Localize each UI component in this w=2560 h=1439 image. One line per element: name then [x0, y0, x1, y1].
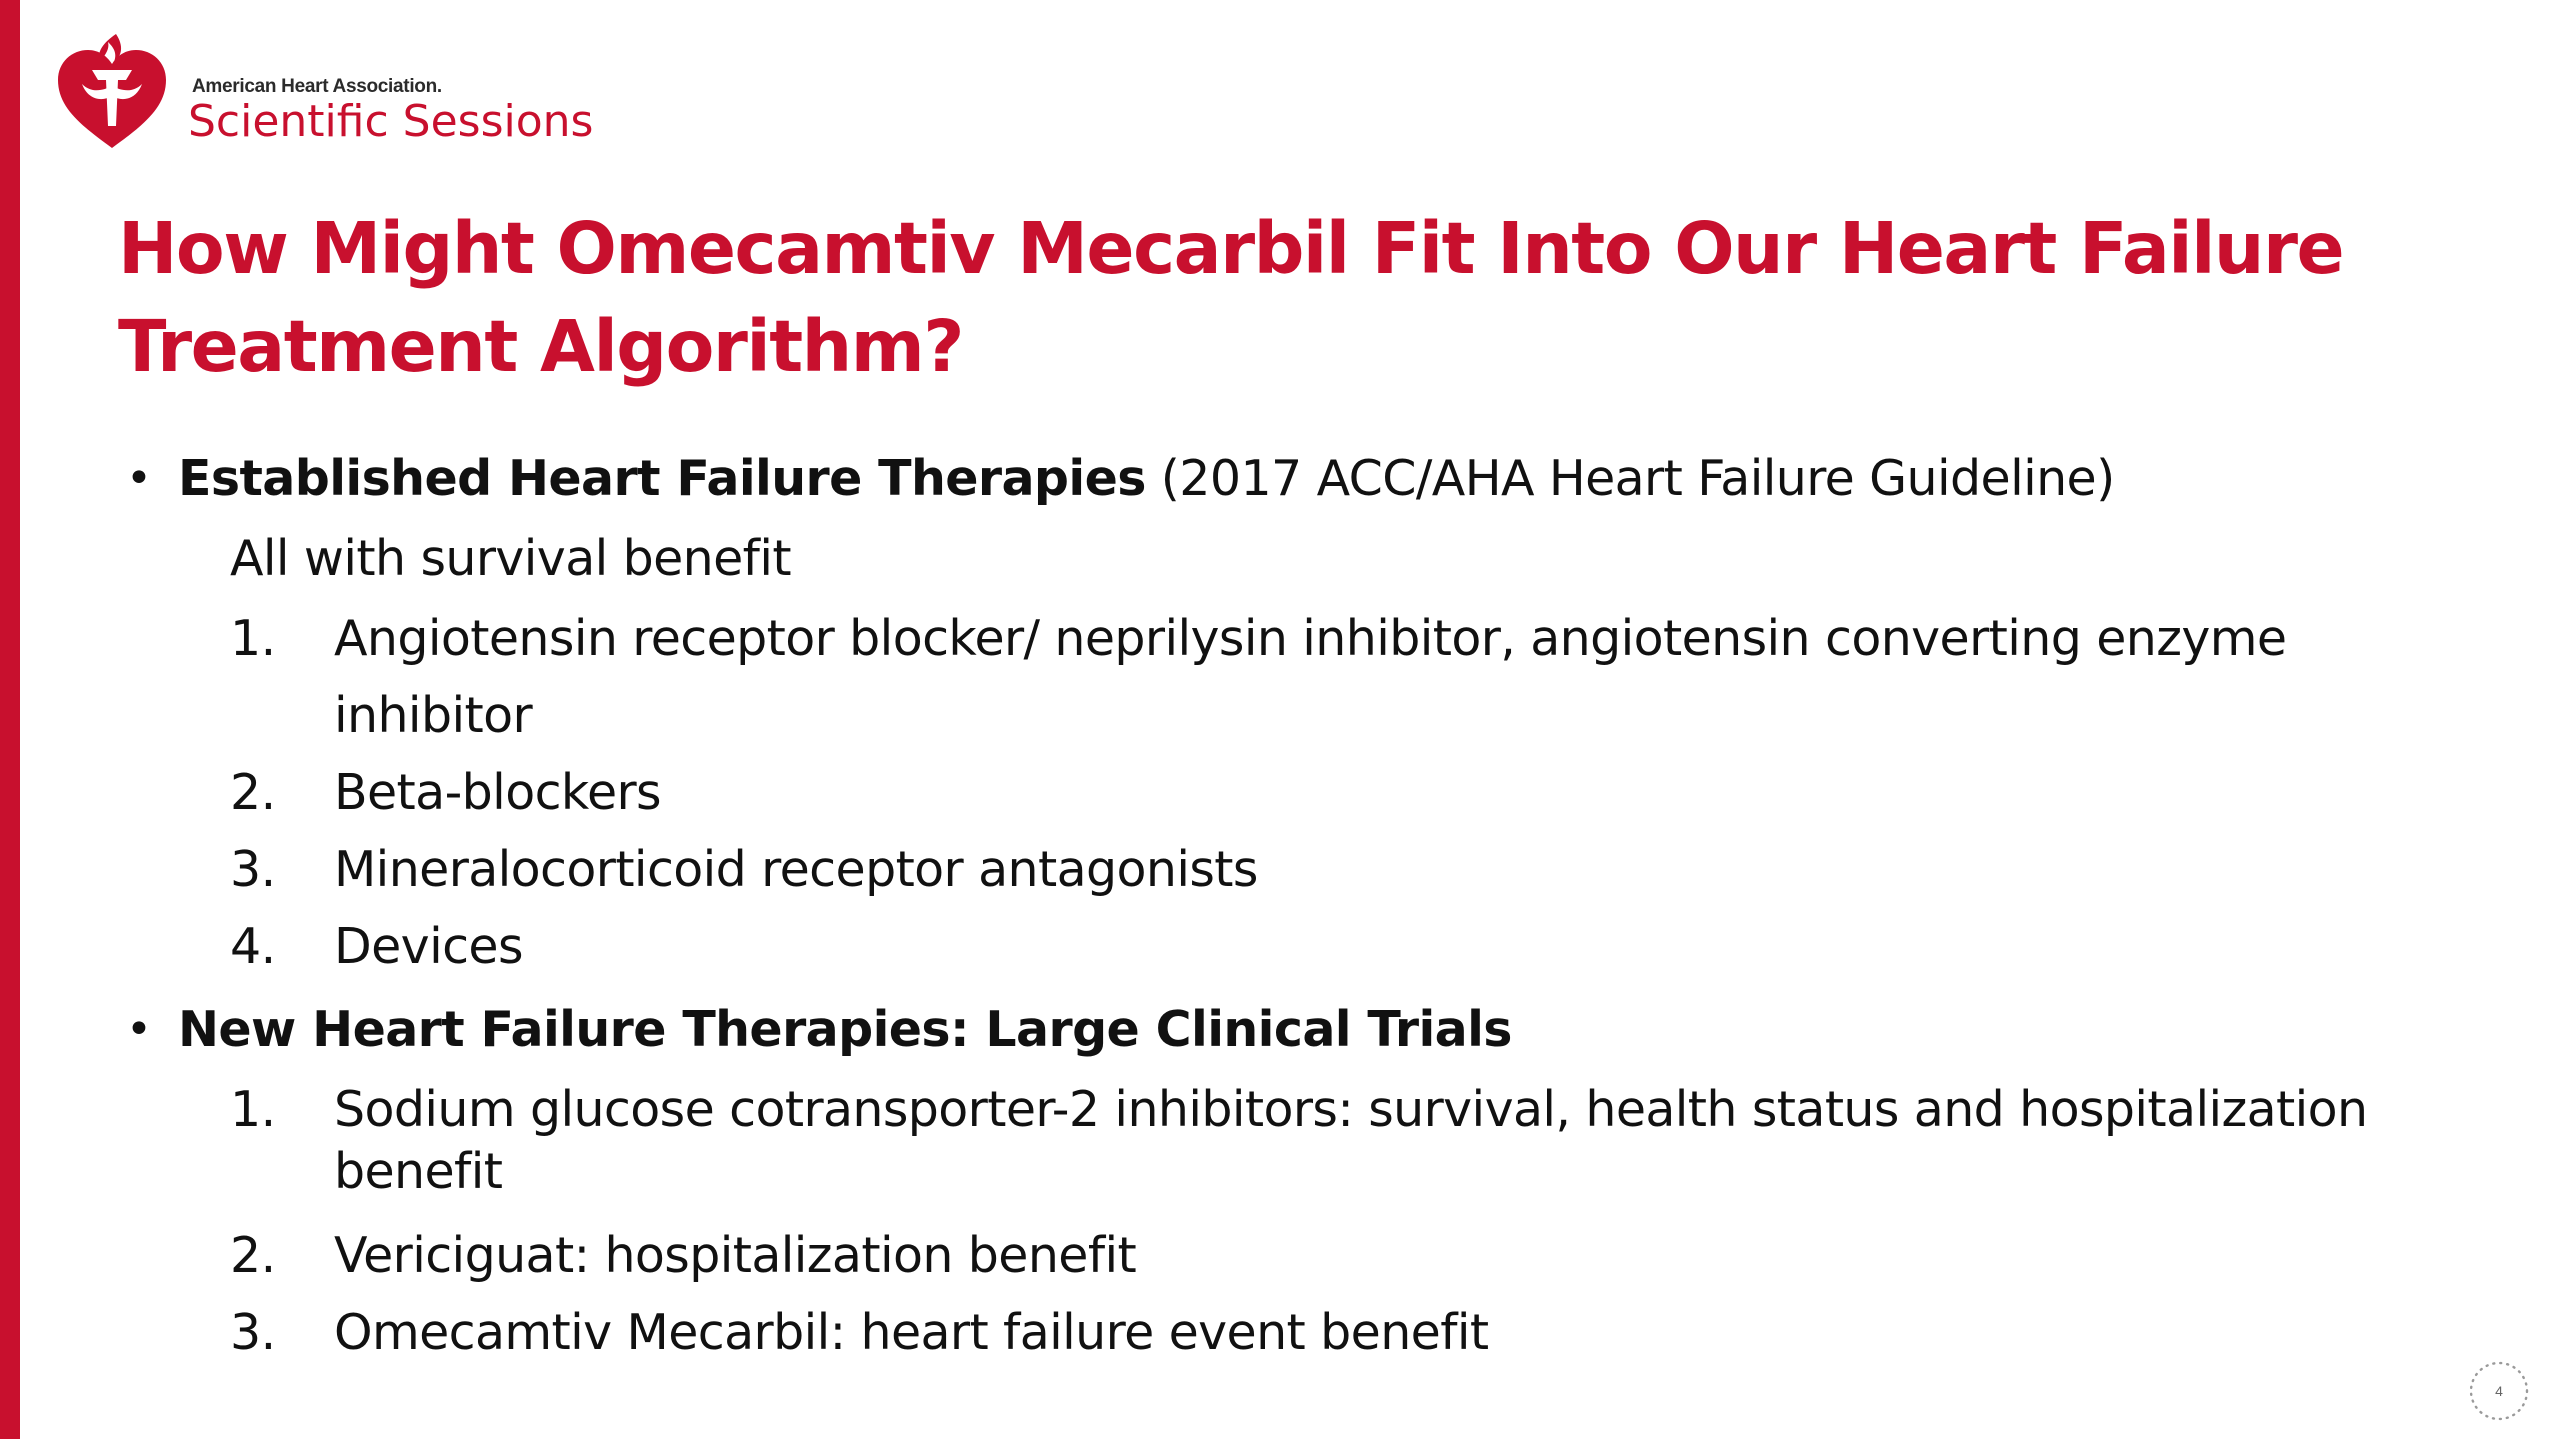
list-item-text: Vericiguat: hospitalization benefit: [334, 1227, 1137, 1284]
page-number-badge: [2466, 1358, 2532, 1424]
list-item-number: 2.: [230, 764, 276, 821]
list-item-number: 4.: [230, 918, 276, 975]
section-subnote: All with survival benefit: [230, 530, 791, 587]
heart-torch-icon: [52, 30, 172, 154]
list-item-number: 2.: [230, 1227, 276, 1284]
list-item: [118, 1294, 2498, 1371]
list-item-text: Beta-blockers: [334, 764, 661, 821]
list-item: [118, 600, 2498, 754]
slide-title: How Might Omecamtiv Mecarbil Fit Into Our Heart Failure Treatment Algorithm?: [118, 207, 2344, 388]
list-item: [118, 908, 2498, 985]
list-item: [118, 1069, 2498, 1217]
list-item-text: Sodium glucose cotransporter-2 inhibitors: survival, health status and hospitalization benefit: [334, 1081, 2368, 1200]
bullet-icon: •: [126, 1004, 152, 1055]
bullet-icon: •: [126, 453, 152, 504]
logo-event-name: Scientific Sessions: [188, 96, 594, 147]
list-item: [118, 831, 2498, 908]
list-item-text: Mineralocorticoid receptor antagonists: [334, 841, 1258, 898]
list-item-number: 3.: [230, 1304, 276, 1361]
list-item-number: 3.: [230, 841, 276, 898]
established-list: [118, 600, 2498, 985]
slide-content: [118, 440, 2498, 1371]
page-number: 4: [2495, 1383, 2503, 1399]
aha-logo: [52, 30, 672, 160]
list-item-number: 1.: [230, 1081, 276, 1138]
list-item: [118, 1217, 2498, 1294]
list-item-number: 1.: [230, 610, 276, 667]
list-item: [118, 754, 2498, 831]
section-heading-note: (2017 ACC/AHA Heart Failure Guideline): [1145, 450, 2115, 507]
list-item-text: Angiotensin receptor blocker/ neprilysin inhibitor, angiotensin converting enzyme inhibitor: [334, 610, 2287, 744]
section-heading: New Heart Failure Therapies: Large Clinical Trials: [178, 1001, 1512, 1058]
left-accent-bar: [0, 0, 20, 1439]
list-item-text: Devices: [334, 918, 523, 975]
new-therapies-list: [118, 1069, 2498, 1371]
section-established: [118, 440, 2498, 518]
list-item-text: Omecamtiv Mecarbil: heart failure event benefit: [334, 1304, 1489, 1361]
section-heading: Established Heart Failure Therapies: [178, 450, 1146, 507]
section-new: [118, 991, 2498, 1069]
logo-org-name: American Heart Association.: [192, 76, 442, 97]
